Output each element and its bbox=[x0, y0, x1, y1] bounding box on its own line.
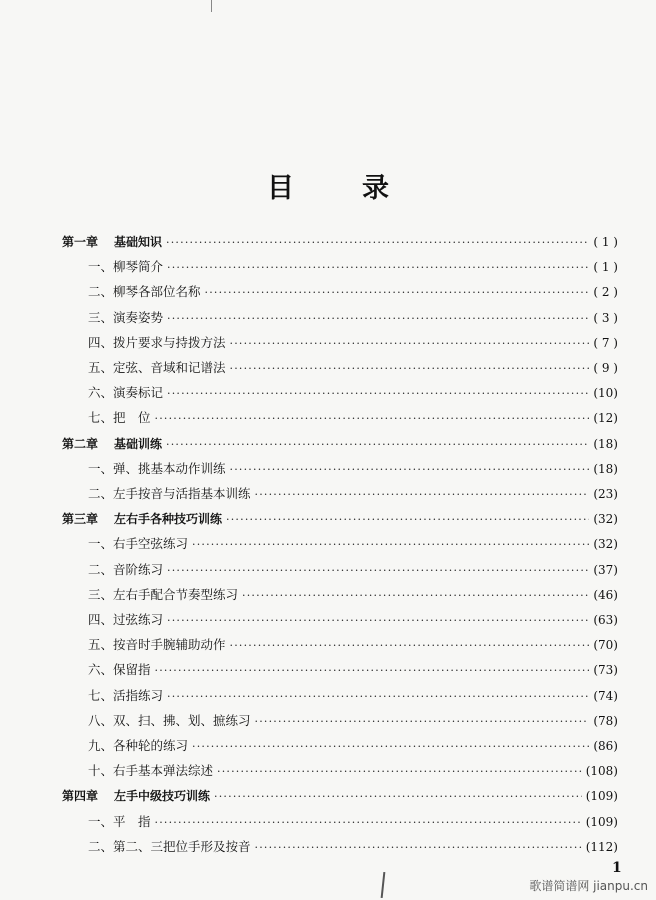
toc-entry-title: 八、双、扫、拂、划、摭练习 bbox=[88, 712, 251, 728]
scan-mark bbox=[211, 0, 212, 12]
toc-entry-title: 二、左手按音与活指基本训练 bbox=[88, 486, 251, 501]
toc-page-number: (23) bbox=[593, 487, 618, 501]
toc-page-number: (112) bbox=[585, 839, 618, 854]
toc-chapter-row bbox=[62, 508, 618, 530]
toc-section-row bbox=[88, 307, 618, 329]
toc-section-row bbox=[88, 634, 618, 656]
title-char-1: 目 bbox=[267, 173, 294, 204]
toc-section-row bbox=[88, 357, 618, 379]
title-char-2: 录 bbox=[362, 173, 389, 204]
toc-section-row bbox=[88, 458, 618, 480]
toc-page-number: ( 2 ) bbox=[593, 285, 618, 300]
dot-leader bbox=[255, 837, 582, 859]
toc-section-row bbox=[88, 710, 618, 732]
toc-entry-title: 左右手各种技巧训练 bbox=[114, 512, 223, 527]
scan-scratch bbox=[381, 872, 386, 898]
toc-section-row bbox=[88, 584, 618, 606]
page-number: 1 bbox=[612, 860, 622, 876]
dot-leader bbox=[230, 635, 590, 657]
toc-entry-title: 六、演奏标记 bbox=[88, 385, 164, 401]
toc-section-row bbox=[88, 735, 618, 757]
dot-leader bbox=[217, 761, 582, 783]
toc-entry-title: 二、第二、三把位手形及按音 bbox=[88, 838, 251, 854]
toc-entry-title: 四、过弦练习 bbox=[88, 612, 164, 627]
toc-page-number: (86) bbox=[593, 739, 618, 753]
toc-section-row bbox=[88, 609, 618, 631]
toc-page-number: (10) bbox=[593, 386, 618, 401]
dot-leader bbox=[230, 333, 590, 355]
dot-leader bbox=[167, 257, 589, 279]
toc-page-number: ( 1 ) bbox=[593, 235, 618, 249]
dot-leader bbox=[192, 534, 589, 556]
dot-leader bbox=[230, 459, 590, 481]
toc-page-number: ( 7 ) bbox=[593, 335, 618, 350]
toc-section-row bbox=[88, 407, 618, 429]
toc-section-row bbox=[88, 382, 618, 404]
toc-entry-title: 三、左右手配合节奏型练习 bbox=[88, 586, 239, 602]
dot-leader bbox=[226, 509, 589, 531]
dot-leader bbox=[242, 585, 589, 607]
toc-page-number: (109) bbox=[585, 814, 618, 829]
chapter-number: 第一章 bbox=[62, 235, 99, 249]
toc-entry-title: 基础训练 bbox=[114, 436, 163, 451]
toc-chapter-row bbox=[62, 785, 618, 807]
chapter-number: 第三章 bbox=[62, 512, 99, 527]
toc-entry-title: 七、活指练习 bbox=[88, 687, 164, 703]
toc-page-number: (46) bbox=[593, 587, 618, 602]
dot-leader bbox=[214, 786, 582, 808]
toc-page-number: (70) bbox=[593, 638, 618, 653]
toc-entry-title: 二、音阶练习 bbox=[88, 561, 164, 577]
toc-page-number: (32) bbox=[593, 537, 618, 552]
toc-entry-title: 十、右手基本弹法综述 bbox=[88, 763, 214, 779]
toc-entry-title: 左手中级技巧训练 bbox=[114, 789, 211, 804]
toc-page-number: (63) bbox=[593, 613, 618, 627]
toc-section-row bbox=[88, 685, 618, 707]
toc-entry-title: 二、柳琴各部位名称 bbox=[88, 284, 201, 300]
dot-leader bbox=[255, 711, 590, 733]
toc-entry-title: 一、平 指 bbox=[88, 813, 151, 829]
toc-section-row bbox=[88, 659, 618, 681]
toc-page-number: (109) bbox=[585, 789, 618, 804]
dot-leader bbox=[166, 232, 589, 254]
toc-entry-title: 一、右手空弦练习 bbox=[88, 536, 189, 552]
toc-section-row bbox=[88, 332, 618, 354]
page-title bbox=[0, 166, 656, 205]
dot-leader bbox=[155, 812, 582, 834]
toc-entry-title: 七、把 位 bbox=[88, 410, 151, 426]
toc-section-row bbox=[88, 256, 618, 278]
toc-entry-title: 基础知识 bbox=[114, 235, 163, 249]
toc-entry-title: 六、保留指 bbox=[88, 662, 151, 678]
dot-leader bbox=[230, 358, 590, 380]
toc-entry-title: 一、弹、挑基本动作训练 bbox=[88, 460, 226, 476]
toc-page-number: (12) bbox=[593, 411, 618, 426]
toc-page-number: (78) bbox=[593, 713, 618, 728]
toc-page-number: (74) bbox=[593, 688, 618, 703]
toc-page-number: (108) bbox=[585, 764, 618, 779]
toc-entry-title: 九、各种轮的练习 bbox=[88, 738, 189, 753]
watermark: 歌谱简谱网 jianpu.cn bbox=[529, 879, 648, 893]
dot-leader bbox=[192, 736, 589, 758]
dot-leader bbox=[167, 308, 589, 330]
dot-leader bbox=[155, 660, 590, 682]
toc-page-number: (18) bbox=[593, 461, 618, 476]
toc-section-row bbox=[88, 281, 618, 303]
toc-section-row bbox=[88, 533, 618, 555]
toc-page-number: (37) bbox=[593, 562, 618, 577]
toc-page-number: ( 1 ) bbox=[593, 260, 618, 275]
toc-page-number: ( 9 ) bbox=[593, 361, 618, 375]
chapter-number: 第二章 bbox=[62, 436, 99, 451]
dot-leader bbox=[166, 434, 589, 456]
toc-section-row bbox=[88, 760, 618, 782]
toc-page-number: (73) bbox=[593, 663, 618, 678]
dot-leader bbox=[167, 686, 589, 708]
toc-chapter-row bbox=[62, 231, 618, 253]
toc-page-number: ( 3 ) bbox=[593, 310, 618, 325]
toc-entry-title: 五、定弦、音域和记谱法 bbox=[88, 360, 226, 375]
dot-leader bbox=[167, 610, 589, 632]
toc-page-number: (32) bbox=[593, 512, 618, 527]
toc-entry-title: 四、拨片要求与持拨方法 bbox=[88, 334, 226, 350]
toc-entry-title: 五、按音时手腕辅助动作 bbox=[88, 637, 226, 653]
chapter-number: 第四章 bbox=[62, 789, 99, 804]
toc-section-row bbox=[88, 483, 618, 505]
toc-page-number: (18) bbox=[593, 436, 618, 451]
dot-leader bbox=[167, 560, 589, 582]
toc-section-row bbox=[88, 836, 618, 858]
dot-leader bbox=[205, 282, 590, 304]
dot-leader bbox=[167, 383, 589, 405]
dot-leader bbox=[255, 484, 590, 506]
toc-section-row bbox=[88, 559, 618, 581]
toc-entry-title: 一、柳琴简介 bbox=[88, 259, 164, 275]
dot-leader bbox=[155, 408, 590, 430]
toc-section-row bbox=[88, 811, 618, 833]
toc-chapter-row bbox=[62, 433, 618, 455]
toc-entry-title: 三、演奏姿势 bbox=[88, 309, 164, 325]
